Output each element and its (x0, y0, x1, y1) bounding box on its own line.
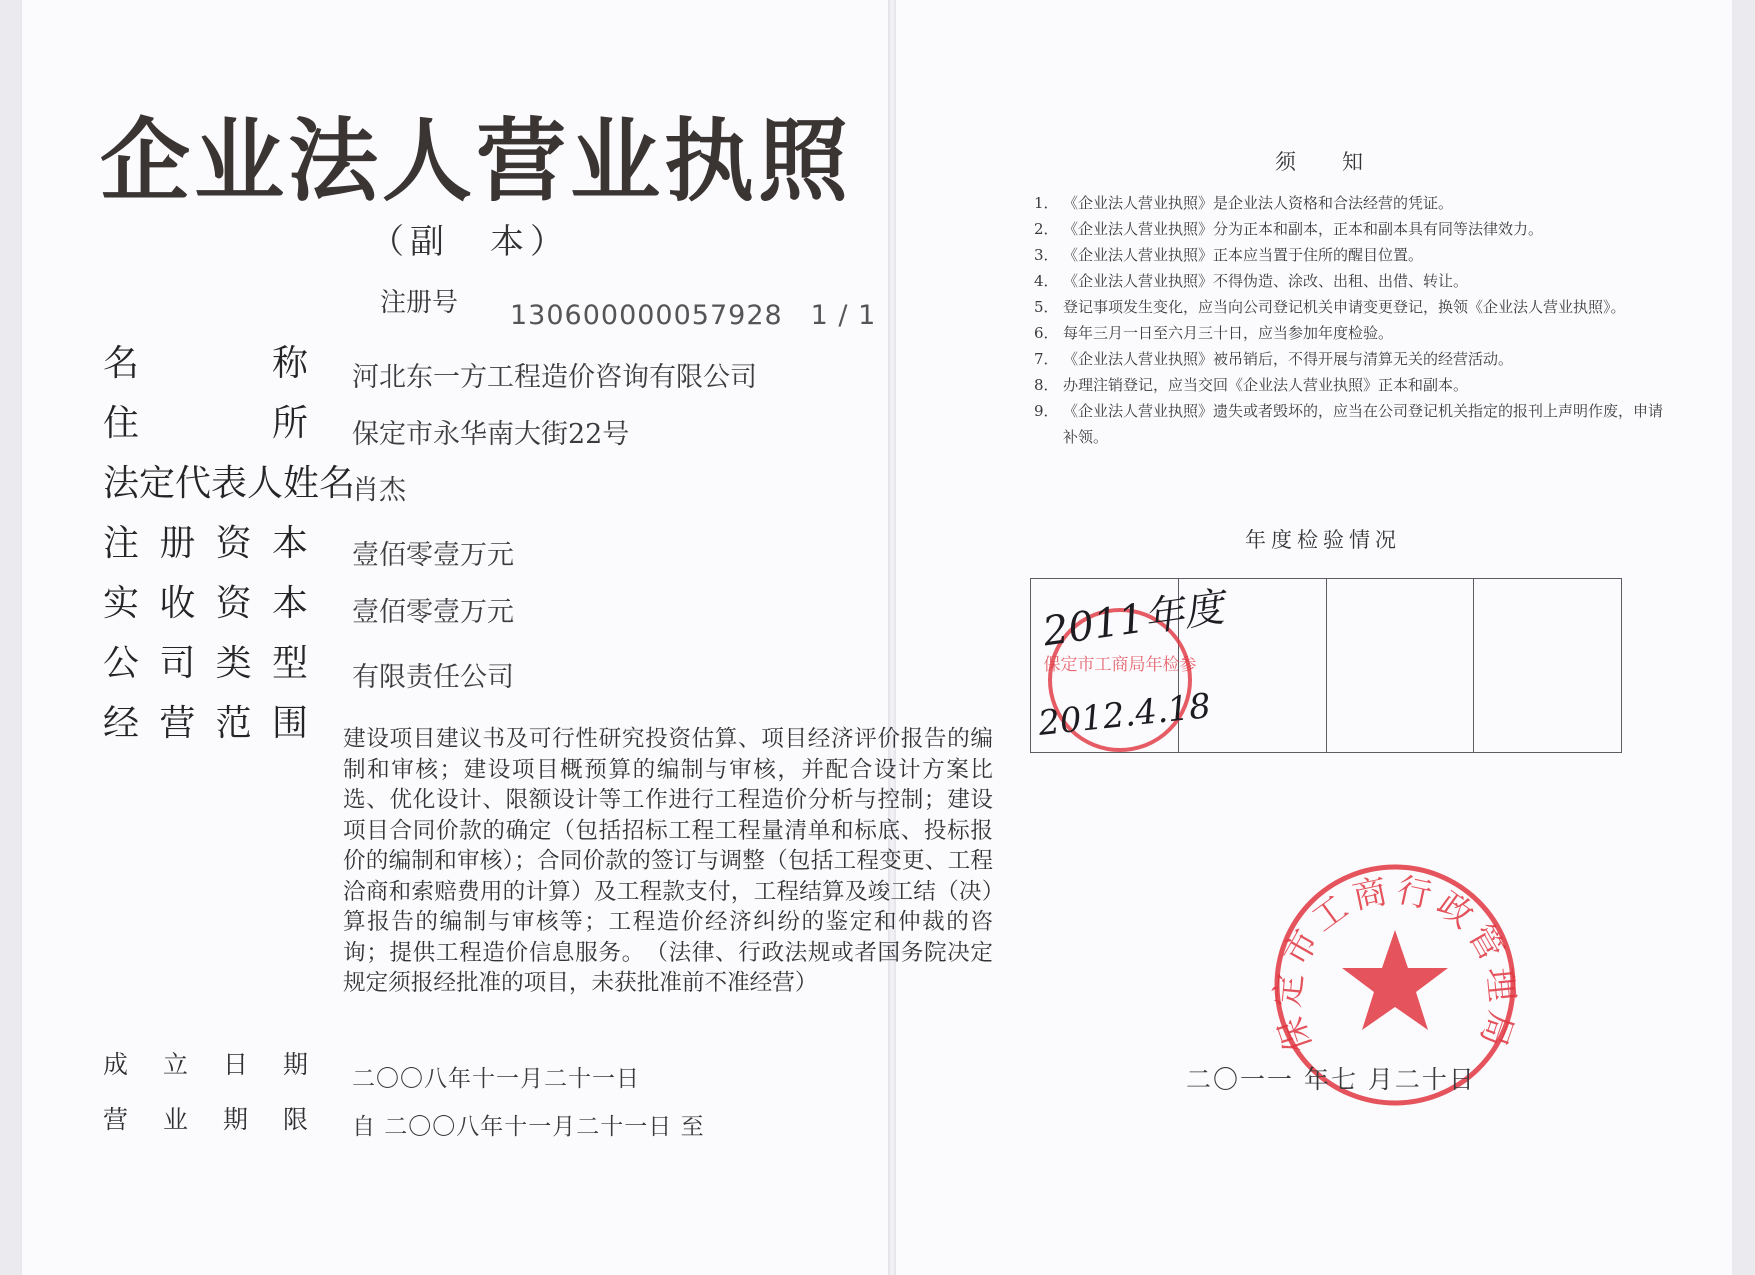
notice-text: 每年三月一日至六月三十日，应当参加年度检验。 (1063, 324, 1394, 342)
notice-number: 4． (1034, 272, 1059, 290)
notice-item (1030, 216, 1670, 242)
document-title: 企业法人营业执照 (100, 109, 852, 214)
seal-text: 保定市工商行政管理局 (1267, 870, 1523, 1058)
field-label-paid-capital: 实收资本 (103, 583, 308, 624)
notice-item (1030, 320, 1670, 346)
inspection-cell (1327, 579, 1475, 752)
issue-date: 二〇一一 年七 月二十日 (1186, 1065, 1476, 1094)
seal-star-icon (1342, 930, 1448, 1030)
notice-number: 9． (1034, 402, 1059, 420)
notice-item (1030, 294, 1670, 320)
field-value-company-type: 有限责任公司 (352, 662, 514, 693)
field-label-address: 住所 (103, 403, 308, 444)
notice-text: 《企业法人营业执照》分为正本和副本，正本和副本具有同等法律效力。 (1063, 220, 1544, 238)
inspection-signature-year: 2011年度 (1040, 584, 1227, 656)
field-value-term: 自 二〇〇八年十一月二十一日 至 (352, 1114, 705, 1140)
notice-number: 7． (1034, 350, 1059, 368)
field-label-name: 名称 (103, 343, 308, 384)
annual-inspection-title: 年度检验情况 (1245, 528, 1401, 552)
page-fold (888, 0, 896, 1275)
notice-item (1030, 372, 1670, 398)
notice-number: 6． (1034, 324, 1059, 342)
field-value-paid-capital: 壹佰零壹万元 (352, 597, 514, 628)
notice-text: 《企业法人营业执照》是企业法人资格和合法经营的凭证。 (1063, 194, 1454, 212)
notice-number: 1． (1034, 194, 1059, 212)
notice-list (1030, 190, 1670, 450)
inspection-signature-date: 2012.4.18 (1036, 686, 1213, 744)
notice-item (1030, 242, 1670, 268)
notice-text: 《企业法人营业执照》不得伪造、涂改、出租、出借、转让。 (1063, 272, 1469, 290)
notice-title: 须知 (1275, 150, 1409, 174)
notice-number: 5． (1034, 298, 1059, 316)
field-label-legal-rep: 法定代表人姓名 (103, 463, 356, 504)
notice-number: 2． (1034, 220, 1059, 238)
registration-number: 130600000057928 1 / 1 (510, 300, 877, 331)
notice-number: 3． (1034, 246, 1059, 264)
notice-item (1030, 346, 1670, 372)
notice-item (1030, 268, 1670, 294)
field-value-name: 河北东一方工程造价咨询有限公司 (352, 362, 757, 393)
notice-number: 8． (1034, 376, 1059, 394)
notice-text: 《企业法人营业执照》遗失或者毁坏的，应当在公司登记机关指定的报刊上声明作废，申请补领。 (1063, 402, 1664, 446)
annual-stamp-text: 保定市工商局年检参 (1043, 655, 1197, 675)
document-subtitle: （副 本） (370, 222, 570, 262)
notice-text: 《企业法人营业执照》正本应当置于住所的醒目位置。 (1063, 246, 1424, 264)
notice-item (1030, 398, 1670, 450)
field-value-legal-rep: 肖杰 (352, 475, 406, 506)
field-label-company-type: 公司类型 (103, 643, 308, 684)
field-label-registered-capital: 注册资本 (103, 523, 308, 564)
inspection-cell (1474, 579, 1621, 752)
notice-item (1030, 190, 1670, 216)
business-scope-text: 建设项目建议书及可行性研究投资估算、项目经济评价报告的编制和审核；建设项目概预算的编制与审核，并配合设计方案比选、优化设计、限额设计等工作进行工程造价分析与控制；建设项目合同价款的确定（包括招标工程工程量清单和标底、投标报价的编制和审核）；合同价款的签订与调整（包括工程变更、工程洽商和索赔费用的计算）及工程款支付，工程结算及竣工结（决）算报告的编制与审核等；工程造价经济纠纷的鉴定和仲裁的咨询；提供工程造价信息服务。 （法律、行政法规或者国务院决定规定须报经批准的项目，未获批准前不准经营） (343, 726, 993, 996)
field-value-registered-capital: 壹佰零壹万元 (352, 540, 514, 571)
field-value-address: 保定市永华南大街22号 (352, 419, 630, 450)
field-label-term: 营业期限 (103, 1105, 308, 1134)
notice-text: 登记事项发生变化，应当向公司登记机关申请变更登记，换领《企业法人营业执照》。 (1063, 298, 1626, 316)
field-label-business-scope: 经营范围 (103, 703, 308, 744)
notice-text: 《企业法人营业执照》被吊销后，不得开展与清算无关的经营活动。 (1063, 350, 1514, 368)
field-value-established: 二〇〇八年十一月二十一日 (352, 1066, 640, 1092)
notice-text: 办理注销登记，应当交回《企业法人营业执照》正本和副本。 (1063, 376, 1469, 394)
field-label-established: 成立日期 (103, 1050, 308, 1079)
registration-label: 注册号 (380, 288, 459, 318)
